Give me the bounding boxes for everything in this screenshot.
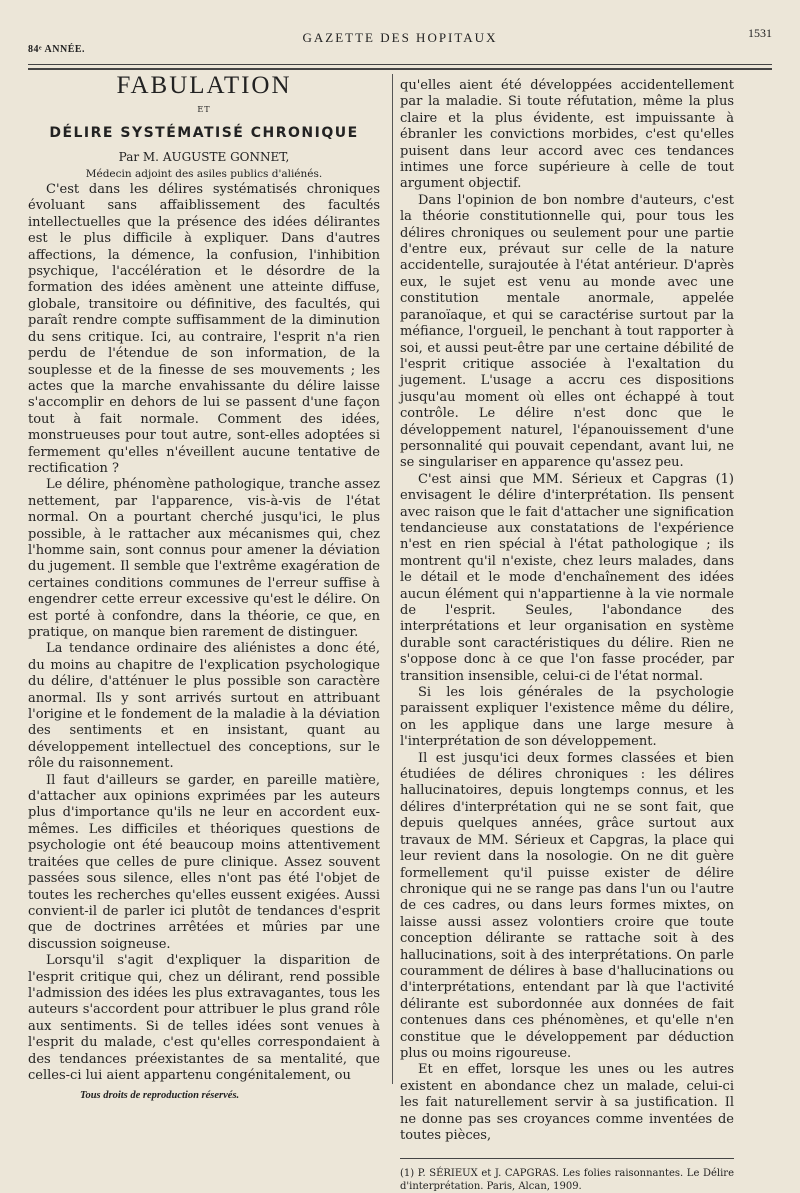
paragraph: qu'elles aient été développées accidentellement par la maladie. Si toute réfutation, même la plus claire et la plus évidente, est impuissante à ébranler les convictions morbides, c'est qu'elles puisent dans leur accord avec ces tendances intimes une force supérieure à celle de tout argument objectif. <box>400 78 734 192</box>
paragraph: La tendance ordinaire des aliénistes a donc été, du moins au chapitre de l'explication psychologique du délire, d'atténuer le plus possible son caractère anormal. Ils y sont arrivés surtout en attribuant l'origine et le fondement de la maladie à la déviation des sentiments et en insistant, quant au développement intellectuel des conceptions, sur le rôle du raisonnement. <box>28 641 380 772</box>
article-subtitle: DÉLIRE SYSTÉMATISÉ CHRONIQUE <box>49 124 359 141</box>
paragraph: Il est jusqu'ici deux formes classées et bien étudiées de délires chroniques : les délires hallucinatoires, depuis longtemps connus, et les délires d'interprétation qui ne se sont fait, que depuis quelques années, grâce surtout aux travaux de MM. Sérieux et Capgras, la place qui leur revient dans la nosologie. On ne dit guère formellement qu'il puisse exister de délire chronique qui ne se range pas dans l'un ou l'autre de ces cadres, ou dans leurs formes mixtes, on laisse aussi assez volontiers croire que toute conception délirante se rattache soit à des hallucinations, soit à des interprétations. On parle couramment de délires à base d'hallucinations ou d'interprétations, entendant par là que l'activité délirante est subordonnée aux données de fait contenues dans ces phénomènes, et qu'elle n'en constitue que le développement par déduction plus ou moins rigoureuse. <box>400 750 734 1061</box>
article-title: FABULATION <box>116 72 292 99</box>
year-label: 84ᵉ ANNÉE. <box>28 44 86 55</box>
column-separator <box>392 74 393 1084</box>
header-rule-thick <box>28 68 772 70</box>
paragraph: C'est dans les délires systématisés chroniques évoluant sans affaiblissement des facultés intellectuelles que la présence des idées délirantes est le plus difficile à expliquer. Dans d'autres affections, la démence, la confusion, l'inhibition psychique, l'accélération et le désordre de la formation des idées amènent une atteinte diffuse, globale, transitoire ou définitive, des facultés, qui paraît rendre compte suffisamment de la diminution du sens critique. Ici, au contraire, l'esprit n'a rien perdu de l'étendue de son information, de la souplesse et de la finesse de ses mouvements ; les actes que la marche envahissante du délire laisse s'accomplir en dehors de lui se passent d'une façon tout à fait normale. Comment des idées, monstrueuses pour tout autre, sont-elles adoptées si fermement qu'elles n'éveillent aucune tentative de rectification ? <box>28 182 380 476</box>
paragraph: C'est ainsi que MM. Sérieux et Capgras (1) envisagent le délire d'interprétation. Ils pensent avec raison que le fait d'attacher une signification tendancieuse aux constatations de l'expérience n'est en rien spécial à l'état pathologique ; ils montrent qu'il n'existe, chez leurs malades, dans le détail et le mode d'enchaînement des idées aucun élément qui n'appartienne à la vie normale de l'esprit. Seules, l'abondance des interprétations et leur organisation en système durable sont caractéristiques du délire. Rien ne s'oppose donc à ce que l'on fasse procéder, par transition insensible, celui-ci de l'état normal. <box>400 471 734 684</box>
footnote-rule <box>400 1158 734 1159</box>
right-column <box>400 78 734 1193</box>
header-rule <box>28 64 772 65</box>
paragraph: Il faut d'ailleurs se garder, en pareille matière, d'attacher aux opinions exprimées par les auteurs plus d'importance qu'ils ne leur en accordent eux-mêmes. Les difficiles et théoriques questions de psychologie ont été beaucoup moins attentivement traitées que celles de pure clinique. Assez souvent passées sous silence, elles n'ont pas été l'objet de toutes les recherches qu'elles eussent exigées. Aussi convient-il de parler ici plutôt de tendances d'esprit que de doctrines arrêtées et mûries par une discussion soigneuse. <box>28 772 380 952</box>
author-byline: Par M. AUGUSTE GONNET, <box>118 150 290 165</box>
footnote: (1) P. SÉRIEUX et J. CAPGRAS. Les folies raisonnantes. Le Délire d'interprétation. Paris, Alcan, 1909. <box>400 1168 734 1193</box>
page-header <box>28 22 772 62</box>
author-affiliation: Médecin adjoint des asiles publics d'aliénés. <box>85 167 323 180</box>
paragraph: Si les lois générales de la psychologie paraissent expliquer l'existence même du délire, on les applique dans une large mesure à l'interprétation de son développement. <box>400 685 734 750</box>
left-column <box>28 72 380 1084</box>
paragraph: Le délire, phénomène pathologique, tranche assez nettement, par l'apparence, vis-à-vis de l'état normal. On a pourtant cherché jusqu'ici, le plus possible, à le rattacher aux mécanismes qui, chez l'homme sain, sont connus pour amener la déviation du jugement. Il semble que l'extrême exagération de certaines conditions communes de l'erreur suffise à engendrer cette erreur excessive qu'est le délire. On est porté à confondre, dans la théorie, ce que, en pratique, on manque bien rarement de distinguer. <box>28 477 380 640</box>
journal-title: GAZETTE DES HOPITAUX <box>302 30 498 45</box>
paragraph: Dans l'opinion de bon nombre d'auteurs, c'est la théorie constitutionnelle qui, pour tous les délires chroniques ou seulement pour une partie d'entre eux, prévaut sur celle de la nature accidentelle, surajoutée à l'état antérieur. D'après eux, le sujet est venu au monde avec une constitution mentale anormale, appelée paranoïaque, et qui se caractérise surtout par la méfiance, l'orgueil, le penchant à tout rapporter à soi, et aussi peut-être par une certaine débilité de l'esprit critique associée à l'exaltation du jugement. L'usage a accru ces dispositions jusqu'au moment où elles ont échappé à tout contrôle. Le délire n'est donc que le développement naturel, l'épanouissement d'une personnalité qui pouvait cependant, avant lui, ne se singulariser en apparence qu'assez peu. <box>400 192 734 471</box>
paragraph: Lorsqu'il s'agit d'expliquer la disparition de l'esprit critique qui, chez un délirant, rend possible l'admission des idées les plus extravagantes, tous les auteurs s'accordent pour attribuer le plus grand rôle aux sentiments. Si de telles idées sont venues à l'esprit du malade, c'est qu'elles correspondaient à des tendances préexistantes de sa mentalité, que celles-ci lui aient appartenu congénitalement, ou <box>28 953 380 1083</box>
page-footer: Tous droits de reproduction réservés. <box>80 1090 240 1101</box>
page-number: 1531 <box>748 26 772 40</box>
paragraph: Et en effet, lorsque les unes ou les autres existent en abondance chez un malade, celui-ci les fait naturellement servir à sa justification. Il ne donne pas ses croyances comme inventées de toutes pièces, <box>400 1062 734 1143</box>
title-conjunction: ET <box>197 105 211 115</box>
